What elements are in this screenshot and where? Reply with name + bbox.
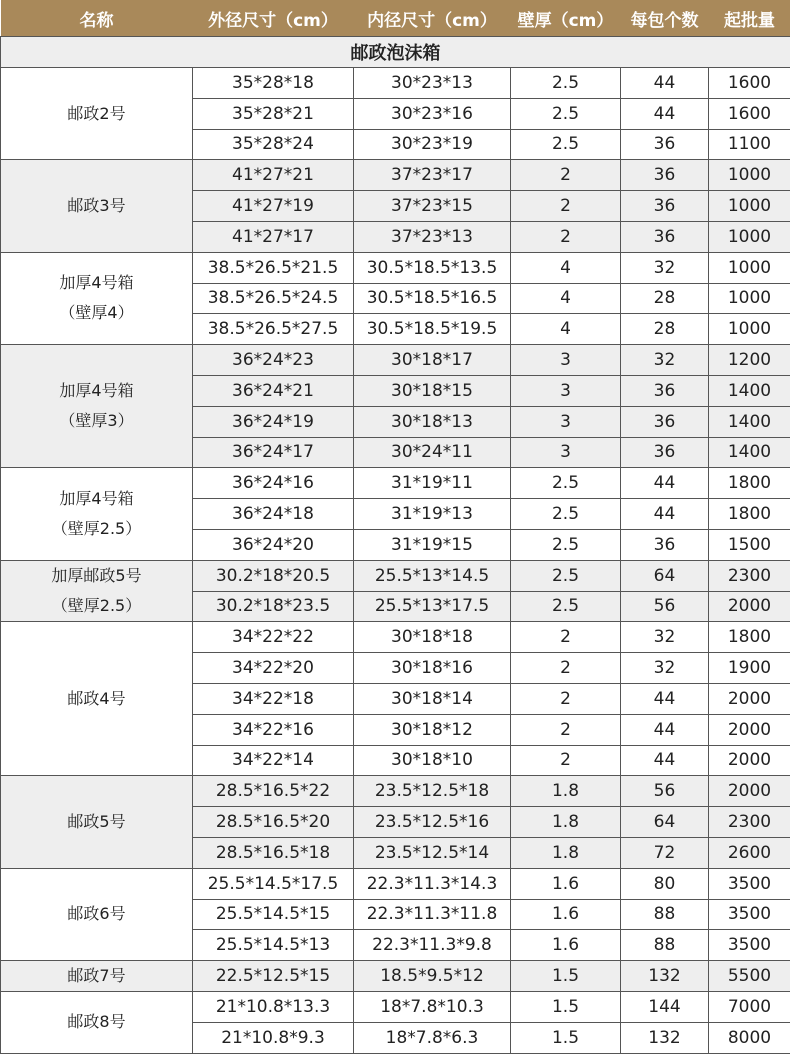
outer-size-cell: 22.5*12.5*15	[193, 961, 354, 992]
wall-thickness-cell: 3	[511, 437, 621, 468]
wall-thickness-cell: 3	[511, 406, 621, 437]
min-order-cell: 2300	[709, 560, 790, 591]
wall-thickness-cell: 3	[511, 345, 621, 376]
table-header	[1, 0, 790, 68]
inner-size-cell: 25.5*13*17.5	[354, 591, 511, 622]
wall-thickness-cell: 2.5	[511, 98, 621, 129]
wall-thickness-cell: 1.5	[511, 1022, 621, 1053]
outer-size-cell: 41*27*19	[193, 191, 354, 222]
min-order-cell: 1900	[709, 653, 790, 684]
outer-size-cell: 25.5*14.5*17.5	[193, 868, 354, 899]
inner-size-cell: 30*18*16	[354, 653, 511, 684]
per-pack-cell: 36	[621, 221, 709, 252]
inner-size-cell: 31*19*11	[354, 468, 511, 499]
min-order-cell: 2000	[709, 683, 790, 714]
inner-size-cell: 23.5*12.5*18	[354, 776, 511, 807]
per-pack-cell: 56	[621, 776, 709, 807]
outer-size-cell: 30.2*18*23.5	[193, 591, 354, 622]
min-order-cell: 1000	[709, 252, 790, 283]
min-order-cell: 1000	[709, 283, 790, 314]
per-pack-cell: 36	[621, 529, 709, 560]
outer-size-cell: 35*28*18	[193, 68, 354, 99]
outer-size-cell: 36*24*19	[193, 406, 354, 437]
per-pack-cell: 44	[621, 683, 709, 714]
table-row	[1, 345, 790, 376]
product-name-cell	[1, 160, 193, 252]
per-pack-cell: 88	[621, 899, 709, 930]
product-name-line: 邮政8号	[67, 1012, 126, 1032]
outer-size-cell: 36*24*17	[193, 437, 354, 468]
wall-thickness-cell: 2.5	[511, 129, 621, 160]
outer-size-cell: 28.5*16.5*18	[193, 837, 354, 868]
header-outer-size: 外径尺寸（cm）	[193, 0, 354, 37]
outer-size-cell: 38.5*26.5*21.5	[193, 252, 354, 283]
per-pack-cell: 64	[621, 560, 709, 591]
min-order-cell: 2000	[709, 745, 790, 776]
wall-thickness-cell: 4	[511, 283, 621, 314]
inner-size-cell: 30*18*18	[354, 622, 511, 653]
per-pack-cell: 32	[621, 622, 709, 653]
wall-thickness-cell: 2	[511, 160, 621, 191]
product-name-cell	[1, 961, 193, 992]
inner-size-cell: 30.5*18.5*19.5	[354, 314, 511, 345]
min-order-cell: 2300	[709, 807, 790, 838]
inner-size-cell: 31*19*13	[354, 499, 511, 530]
min-order-cell: 1200	[709, 345, 790, 376]
per-pack-cell: 44	[621, 68, 709, 99]
outer-size-cell: 34*22*22	[193, 622, 354, 653]
wall-thickness-cell: 1.5	[511, 961, 621, 992]
per-pack-cell: 44	[621, 98, 709, 129]
per-pack-cell: 44	[621, 745, 709, 776]
outer-size-cell: 21*10.8*9.3	[193, 1022, 354, 1053]
outer-size-cell: 36*24*20	[193, 529, 354, 560]
min-order-cell: 1400	[709, 375, 790, 406]
inner-size-cell: 37*23*17	[354, 160, 511, 191]
min-order-cell: 1800	[709, 468, 790, 499]
wall-thickness-cell: 4	[511, 252, 621, 283]
product-name-cell	[1, 868, 193, 960]
outer-size-cell: 35*28*24	[193, 129, 354, 160]
header-wall-thickness: 壁厚（cm）	[511, 0, 621, 37]
table-row	[1, 252, 790, 283]
inner-size-cell: 30*23*19	[354, 129, 511, 160]
min-order-cell: 3500	[709, 899, 790, 930]
wall-thickness-cell: 2	[511, 221, 621, 252]
product-name-line: （壁厚2.5）	[51, 596, 142, 616]
min-order-cell: 1400	[709, 406, 790, 437]
outer-size-cell: 38.5*26.5*24.5	[193, 283, 354, 314]
table-row	[1, 68, 790, 99]
product-name-cell	[1, 776, 193, 868]
min-order-cell: 2000	[709, 591, 790, 622]
inner-size-cell: 18.5*9.5*12	[354, 961, 511, 992]
product-name-cell	[1, 622, 193, 776]
per-pack-cell: 36	[621, 437, 709, 468]
outer-size-cell: 28.5*16.5*22	[193, 776, 354, 807]
inner-size-cell: 30*18*15	[354, 375, 511, 406]
table-body	[1, 68, 790, 1054]
min-order-cell: 1000	[709, 314, 790, 345]
min-order-cell: 1400	[709, 437, 790, 468]
table-row	[1, 160, 790, 191]
inner-size-cell: 18*7.8*6.3	[354, 1022, 511, 1053]
product-name-line: 邮政2号	[67, 103, 126, 123]
product-name-line: 加厚邮政5号	[51, 566, 142, 586]
wall-thickness-cell: 1.8	[511, 807, 621, 838]
per-pack-cell: 32	[621, 252, 709, 283]
section-title: 邮政泡沫箱	[1, 37, 790, 68]
outer-size-cell: 34*22*18	[193, 683, 354, 714]
per-pack-cell: 36	[621, 160, 709, 191]
per-pack-cell: 80	[621, 868, 709, 899]
per-pack-cell: 44	[621, 714, 709, 745]
outer-size-cell: 41*27*21	[193, 160, 354, 191]
wall-thickness-cell: 1.6	[511, 899, 621, 930]
min-order-cell: 1600	[709, 68, 790, 99]
per-pack-cell: 132	[621, 1022, 709, 1053]
inner-size-cell: 30.5*18.5*13.5	[354, 252, 511, 283]
min-order-cell: 1100	[709, 129, 790, 160]
wall-thickness-cell: 4	[511, 314, 621, 345]
wall-thickness-cell: 2	[511, 683, 621, 714]
table-row	[1, 560, 790, 591]
product-name-line: 加厚4号箱	[59, 381, 134, 401]
header-row	[1, 0, 790, 37]
wall-thickness-cell: 2	[511, 191, 621, 222]
inner-size-cell: 30*18*17	[354, 345, 511, 376]
product-name-cell	[1, 992, 193, 1054]
inner-size-cell: 22.3*11.3*9.8	[354, 930, 511, 961]
per-pack-cell: 72	[621, 837, 709, 868]
product-name-line: 邮政5号	[67, 812, 126, 832]
product-name-line: 邮政3号	[67, 196, 126, 216]
outer-size-cell: 36*24*18	[193, 499, 354, 530]
inner-size-cell: 18*7.8*10.3	[354, 992, 511, 1023]
inner-size-cell: 23.5*12.5*16	[354, 807, 511, 838]
per-pack-cell: 32	[621, 345, 709, 376]
product-name-line: 邮政7号	[67, 966, 126, 986]
product-name-cell	[1, 68, 193, 160]
inner-size-cell: 22.3*11.3*14.3	[354, 868, 511, 899]
inner-size-cell: 30*23*16	[354, 98, 511, 129]
wall-thickness-cell: 2.5	[511, 468, 621, 499]
table-row	[1, 992, 790, 1023]
min-order-cell: 1500	[709, 529, 790, 560]
header-min-order: 起批量	[709, 0, 790, 37]
product-name-cell	[1, 468, 193, 560]
outer-size-cell: 34*22*14	[193, 745, 354, 776]
inner-size-cell: 30*18*14	[354, 683, 511, 714]
outer-size-cell: 25.5*14.5*13	[193, 930, 354, 961]
outer-size-cell: 21*10.8*13.3	[193, 992, 354, 1023]
outer-size-cell: 34*22*20	[193, 653, 354, 684]
per-pack-cell: 44	[621, 468, 709, 499]
wall-thickness-cell: 2	[511, 653, 621, 684]
wall-thickness-cell: 2	[511, 714, 621, 745]
min-order-cell: 1600	[709, 98, 790, 129]
inner-size-cell: 30*23*13	[354, 68, 511, 99]
per-pack-cell: 28	[621, 283, 709, 314]
min-order-cell: 2000	[709, 776, 790, 807]
outer-size-cell: 36*24*16	[193, 468, 354, 499]
outer-size-cell: 41*27*17	[193, 221, 354, 252]
table-row	[1, 961, 790, 992]
wall-thickness-cell: 2.5	[511, 529, 621, 560]
inner-size-cell: 30*18*10	[354, 745, 511, 776]
wall-thickness-cell: 1.8	[511, 776, 621, 807]
per-pack-cell: 56	[621, 591, 709, 622]
min-order-cell: 2000	[709, 714, 790, 745]
per-pack-cell: 144	[621, 992, 709, 1023]
product-name-line: 加厚4号箱	[59, 273, 134, 293]
inner-size-cell: 31*19*15	[354, 529, 511, 560]
table-row	[1, 468, 790, 499]
inner-size-cell: 30*18*12	[354, 714, 511, 745]
inner-size-cell: 22.3*11.3*11.8	[354, 899, 511, 930]
product-name-line: （壁厚4）	[59, 303, 134, 323]
outer-size-cell: 34*22*16	[193, 714, 354, 745]
outer-size-cell: 36*24*21	[193, 375, 354, 406]
product-name-cell	[1, 560, 193, 622]
product-name-line: 加厚4号箱	[59, 489, 134, 509]
outer-size-cell: 30.2*18*20.5	[193, 560, 354, 591]
section-title-row	[1, 37, 790, 68]
min-order-cell: 1800	[709, 622, 790, 653]
per-pack-cell: 36	[621, 406, 709, 437]
wall-thickness-cell: 1.8	[511, 837, 621, 868]
inner-size-cell: 30*24*11	[354, 437, 511, 468]
per-pack-cell: 36	[621, 129, 709, 160]
outer-size-cell: 25.5*14.5*15	[193, 899, 354, 930]
min-order-cell: 5500	[709, 961, 790, 992]
table-row	[1, 868, 790, 899]
min-order-cell: 7000	[709, 992, 790, 1023]
per-pack-cell: 132	[621, 961, 709, 992]
product-name-line: （壁厚2.5）	[51, 519, 142, 539]
wall-thickness-cell: 1.6	[511, 868, 621, 899]
wall-thickness-cell: 2	[511, 622, 621, 653]
min-order-cell: 1800	[709, 499, 790, 530]
product-name-line: （壁厚3）	[59, 411, 134, 431]
min-order-cell: 3500	[709, 930, 790, 961]
per-pack-cell: 32	[621, 653, 709, 684]
min-order-cell: 1000	[709, 160, 790, 191]
wall-thickness-cell: 2.5	[511, 591, 621, 622]
per-pack-cell: 36	[621, 191, 709, 222]
header-name: 名称	[1, 0, 193, 37]
outer-size-cell: 36*24*23	[193, 345, 354, 376]
min-order-cell: 2600	[709, 837, 790, 868]
wall-thickness-cell: 1.5	[511, 992, 621, 1023]
inner-size-cell: 25.5*13*14.5	[354, 560, 511, 591]
outer-size-cell: 28.5*16.5*20	[193, 807, 354, 838]
per-pack-cell: 88	[621, 930, 709, 961]
inner-size-cell: 37*23*15	[354, 191, 511, 222]
inner-size-cell: 30.5*18.5*16.5	[354, 283, 511, 314]
outer-size-cell: 35*28*21	[193, 98, 354, 129]
min-order-cell: 3500	[709, 868, 790, 899]
wall-thickness-cell: 3	[511, 375, 621, 406]
per-pack-cell: 64	[621, 807, 709, 838]
product-name-cell	[1, 345, 193, 468]
per-pack-cell: 44	[621, 499, 709, 530]
wall-thickness-cell: 1.6	[511, 930, 621, 961]
min-order-cell: 1000	[709, 221, 790, 252]
product-name-cell	[1, 252, 193, 344]
inner-size-cell: 23.5*12.5*14	[354, 837, 511, 868]
min-order-cell: 8000	[709, 1022, 790, 1053]
inner-size-cell: 37*23*13	[354, 221, 511, 252]
table-row	[1, 622, 790, 653]
header-inner-size: 内径尺寸（cm）	[354, 0, 511, 37]
wall-thickness-cell: 2.5	[511, 68, 621, 99]
wall-thickness-cell: 2.5	[511, 560, 621, 591]
header-per-pack: 每包个数	[621, 0, 709, 37]
inner-size-cell: 30*18*13	[354, 406, 511, 437]
wall-thickness-cell: 2.5	[511, 499, 621, 530]
min-order-cell: 1000	[709, 191, 790, 222]
per-pack-cell: 36	[621, 375, 709, 406]
product-name-line: 邮政6号	[67, 904, 126, 924]
product-name-line: 邮政4号	[67, 688, 126, 708]
wall-thickness-cell: 2	[511, 745, 621, 776]
table-row	[1, 776, 790, 807]
outer-size-cell: 38.5*26.5*27.5	[193, 314, 354, 345]
per-pack-cell: 28	[621, 314, 709, 345]
